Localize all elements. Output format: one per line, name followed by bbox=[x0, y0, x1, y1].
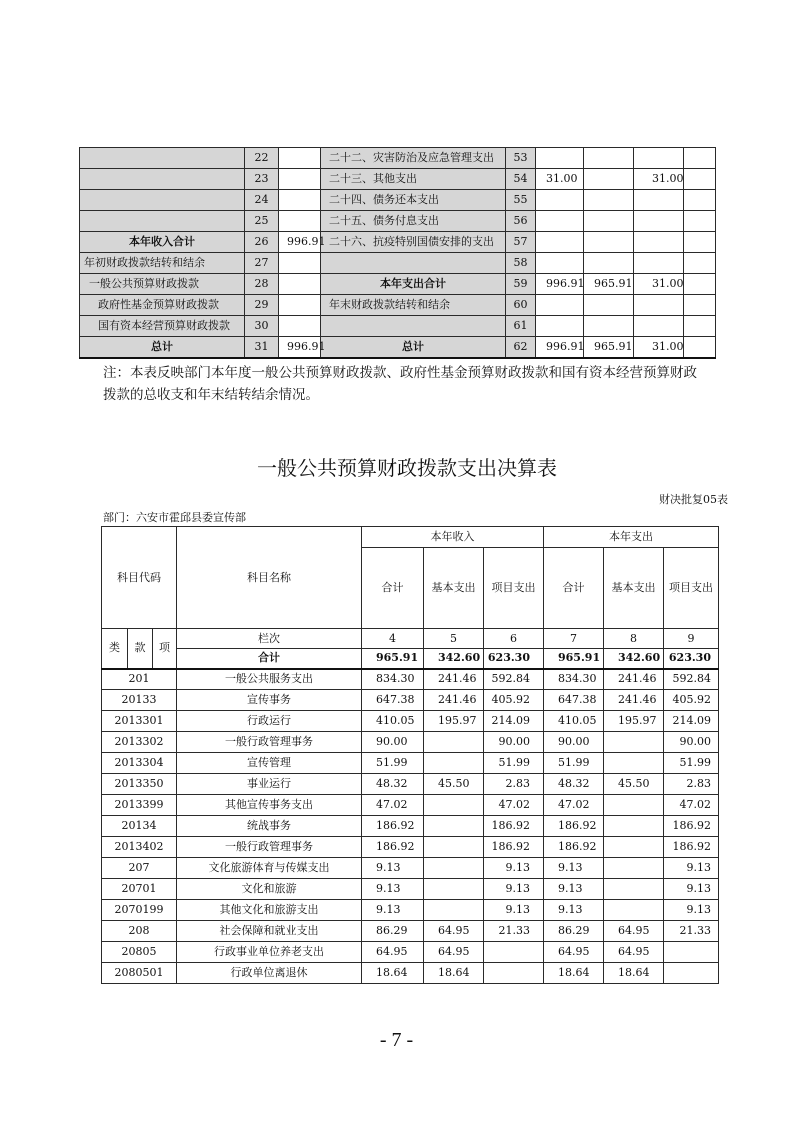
expense-basic bbox=[604, 732, 664, 753]
income-total: 186.92 bbox=[362, 816, 424, 837]
income-total: 9.13 bbox=[362, 900, 424, 921]
subject-code: 2013350 bbox=[102, 774, 177, 795]
income-total: 834.30 bbox=[362, 669, 424, 690]
summary-expense-basic: 342.60 bbox=[604, 649, 664, 669]
blank-cell bbox=[684, 316, 716, 337]
subject-code: 2013402 bbox=[102, 837, 177, 858]
income-basic: 18.64 bbox=[424, 963, 484, 984]
subject-name: 其他宣传事务支出 bbox=[177, 795, 362, 816]
income-basic bbox=[424, 837, 484, 858]
expense-project: 47.02 bbox=[664, 795, 719, 816]
expense-item-label: 二十六、抗疫特别国债安排的支出 bbox=[321, 232, 506, 253]
income-project: 186.92 bbox=[484, 837, 544, 858]
expense-amount-2 bbox=[584, 253, 634, 274]
expense-total: 186.92 bbox=[544, 816, 604, 837]
subject-name: 统战事务 bbox=[177, 816, 362, 837]
income-line-number: 28 bbox=[245, 274, 279, 295]
expense-item-label: 本年支出合计 bbox=[321, 274, 506, 295]
income-project-header: 项目支出 bbox=[484, 548, 544, 629]
income-project: 9.13 bbox=[484, 858, 544, 879]
expense-basic: 64.95 bbox=[604, 921, 664, 942]
subject-name: 事业运行 bbox=[177, 774, 362, 795]
expense-total: 86.29 bbox=[544, 921, 604, 942]
expense-total: 410.05 bbox=[544, 711, 604, 732]
expense-project: 214.09 bbox=[664, 711, 719, 732]
blank-cell bbox=[684, 274, 716, 295]
note-line-2: 拨款的总收支和年末结转结余情况。 bbox=[103, 387, 319, 403]
expense-total: 64.95 bbox=[544, 942, 604, 963]
income-line-number: 30 bbox=[245, 316, 279, 337]
header-row bbox=[102, 527, 719, 548]
expense-line-number: 57 bbox=[506, 232, 536, 253]
expense-amount-2 bbox=[584, 148, 634, 169]
subject-name: 行政运行 bbox=[177, 711, 362, 732]
expense-line-number: 59 bbox=[506, 274, 536, 295]
income-total: 186.92 bbox=[362, 837, 424, 858]
table-row bbox=[102, 795, 719, 816]
summary-income-basic: 342.60 bbox=[424, 649, 484, 669]
subject-code: 2013399 bbox=[102, 795, 177, 816]
expense-amount-3 bbox=[634, 148, 684, 169]
income-line-number: 24 bbox=[245, 190, 279, 211]
income-basic bbox=[424, 879, 484, 900]
subject-name: 行政单位离退休 bbox=[177, 963, 362, 984]
expense-item-label: 二十五、债务付息支出 bbox=[321, 211, 506, 232]
expense-total: 48.32 bbox=[544, 774, 604, 795]
summary-total-row bbox=[102, 649, 719, 669]
category-header: 类 bbox=[102, 629, 128, 669]
income-basic: 64.95 bbox=[424, 942, 484, 963]
subject-name: 文化和旅游 bbox=[177, 879, 362, 900]
blank-cell bbox=[684, 211, 716, 232]
blank-cell bbox=[684, 169, 716, 190]
summary-row bbox=[80, 148, 716, 169]
income-item-label bbox=[80, 211, 245, 232]
summary-row bbox=[80, 169, 716, 190]
expense-line-number: 56 bbox=[506, 211, 536, 232]
income-line-number: 25 bbox=[245, 211, 279, 232]
subject-code: 2013302 bbox=[102, 732, 177, 753]
expense-basic bbox=[604, 900, 664, 921]
expense-line-number: 54 bbox=[506, 169, 536, 190]
column-number: 5 bbox=[424, 629, 484, 649]
income-total: 9.13 bbox=[362, 858, 424, 879]
expense-total: 834.30 bbox=[544, 669, 604, 690]
income-project: 90.00 bbox=[484, 732, 544, 753]
expense-line-number: 61 bbox=[506, 316, 536, 337]
expense-group-header: 本年支出 bbox=[544, 527, 719, 548]
expense-amount-1 bbox=[536, 295, 584, 316]
subject-name: 宣传管理 bbox=[177, 753, 362, 774]
income-project bbox=[484, 963, 544, 984]
income-amount bbox=[279, 169, 321, 190]
income-project: 2.83 bbox=[484, 774, 544, 795]
expense-amount-1: 996.91 bbox=[536, 337, 584, 358]
expense-total: 186.92 bbox=[544, 837, 604, 858]
expense-total-header: 合计 bbox=[544, 548, 604, 629]
expense-amount-1 bbox=[536, 211, 584, 232]
column-label: 栏次 bbox=[177, 629, 362, 649]
income-amount bbox=[279, 253, 321, 274]
income-total: 90.00 bbox=[362, 732, 424, 753]
table-row bbox=[102, 963, 719, 984]
subject-code: 201 bbox=[102, 669, 177, 690]
summary-row bbox=[80, 232, 716, 253]
table-row bbox=[102, 732, 719, 753]
expense-amount-1 bbox=[536, 316, 584, 337]
page-number: - 7 - bbox=[379, 1029, 414, 1051]
income-project: 9.13 bbox=[484, 900, 544, 921]
expense-amount-2 bbox=[584, 232, 634, 253]
income-total: 647.38 bbox=[362, 690, 424, 711]
expense-basic bbox=[604, 795, 664, 816]
expense-table-body bbox=[102, 527, 719, 984]
summary-label: 合计 bbox=[177, 649, 362, 669]
column-number: 6 bbox=[484, 629, 544, 649]
blank-cell bbox=[684, 337, 716, 358]
income-project: 9.13 bbox=[484, 879, 544, 900]
expense-amount-2 bbox=[584, 190, 634, 211]
page-title: 一般公共预算财政拨款支出决算表 bbox=[257, 456, 557, 480]
expense-project: 186.92 bbox=[664, 816, 719, 837]
section-header: 款 bbox=[128, 629, 153, 669]
summary-income-project: 623.30 bbox=[484, 649, 544, 669]
subject-name: 一般行政管理事务 bbox=[177, 837, 362, 858]
subject-name: 宣传事务 bbox=[177, 690, 362, 711]
expense-table bbox=[101, 526, 719, 984]
expense-project bbox=[664, 942, 719, 963]
expense-total: 90.00 bbox=[544, 732, 604, 753]
summary-expense-project: 623.30 bbox=[664, 649, 719, 669]
expense-item-label: 二十三、其他支出 bbox=[321, 169, 506, 190]
expense-basic: 64.95 bbox=[604, 942, 664, 963]
table-row bbox=[102, 858, 719, 879]
expense-amount-1: 996.91 bbox=[536, 274, 584, 295]
table-row bbox=[102, 690, 719, 711]
income-line-number: 27 bbox=[245, 253, 279, 274]
income-amount: 996.91 bbox=[279, 337, 321, 358]
income-item-label: 总计 bbox=[80, 337, 245, 358]
subject-code: 207 bbox=[102, 858, 177, 879]
expense-basic bbox=[604, 816, 664, 837]
income-amount bbox=[279, 211, 321, 232]
income-amount bbox=[279, 190, 321, 211]
income-basic: 195.97 bbox=[424, 711, 484, 732]
column-number: 7 bbox=[544, 629, 604, 649]
expense-amount-1 bbox=[536, 190, 584, 211]
summary-row bbox=[80, 274, 716, 295]
expense-project: 51.99 bbox=[664, 753, 719, 774]
blank-cell bbox=[684, 232, 716, 253]
subject-name: 文化旅游体育与传媒支出 bbox=[177, 858, 362, 879]
form-code: 财决批复05表 bbox=[659, 493, 728, 506]
expense-amount-3 bbox=[634, 253, 684, 274]
expense-amount-2 bbox=[584, 316, 634, 337]
income-basic bbox=[424, 858, 484, 879]
income-total: 18.64 bbox=[362, 963, 424, 984]
expense-item-label: 总计 bbox=[321, 337, 506, 358]
blank-cell bbox=[684, 295, 716, 316]
income-line-number: 29 bbox=[245, 295, 279, 316]
expense-amount-2: 965.91 bbox=[584, 274, 634, 295]
expense-line-number: 58 bbox=[506, 253, 536, 274]
expense-amount-2 bbox=[584, 211, 634, 232]
expense-line-number: 53 bbox=[506, 148, 536, 169]
blank-cell bbox=[684, 253, 716, 274]
income-amount bbox=[279, 148, 321, 169]
income-basic bbox=[424, 795, 484, 816]
table-row bbox=[102, 774, 719, 795]
summary-row bbox=[80, 253, 716, 274]
expense-basic bbox=[604, 858, 664, 879]
income-line-number: 22 bbox=[245, 148, 279, 169]
expense-total: 9.13 bbox=[544, 858, 604, 879]
income-total-header: 合计 bbox=[362, 548, 424, 629]
table-row bbox=[102, 816, 719, 837]
expense-basic bbox=[604, 753, 664, 774]
summary-row bbox=[80, 337, 716, 358]
expense-total: 18.64 bbox=[544, 963, 604, 984]
expense-basic: 195.97 bbox=[604, 711, 664, 732]
expense-project: 592.84 bbox=[664, 669, 719, 690]
income-basic bbox=[424, 732, 484, 753]
income-group-header: 本年收入 bbox=[362, 527, 544, 548]
table-note bbox=[103, 362, 743, 406]
income-basic bbox=[424, 753, 484, 774]
expense-basic: 241.46 bbox=[604, 669, 664, 690]
subject-name-header: 科目名称 bbox=[177, 527, 362, 629]
blank-cell bbox=[684, 148, 716, 169]
expense-total: 647.38 bbox=[544, 690, 604, 711]
expense-amount-2 bbox=[584, 295, 634, 316]
expense-project: 2.83 bbox=[664, 774, 719, 795]
expense-total: 51.99 bbox=[544, 753, 604, 774]
income-project: 47.02 bbox=[484, 795, 544, 816]
expense-project: 9.13 bbox=[664, 900, 719, 921]
income-basic: 241.46 bbox=[424, 669, 484, 690]
expense-project: 21.33 bbox=[664, 921, 719, 942]
expense-item-label bbox=[321, 316, 506, 337]
subject-name: 行政事业单位养老支出 bbox=[177, 942, 362, 963]
expense-project: 405.92 bbox=[664, 690, 719, 711]
table-row bbox=[102, 837, 719, 858]
summary-row bbox=[80, 295, 716, 316]
income-basic: 45.50 bbox=[424, 774, 484, 795]
expense-amount-3: 31.00 bbox=[634, 337, 684, 358]
summary-income-total: 965.91 bbox=[362, 649, 424, 669]
expense-amount-2 bbox=[584, 169, 634, 190]
expense-item-label: 二十二、灾害防治及应急管理支出 bbox=[321, 148, 506, 169]
income-item-label bbox=[80, 148, 245, 169]
income-line-number: 23 bbox=[245, 169, 279, 190]
expense-amount-3 bbox=[634, 190, 684, 211]
income-project: 592.84 bbox=[484, 669, 544, 690]
expense-line-number: 60 bbox=[506, 295, 536, 316]
subject-code: 20701 bbox=[102, 879, 177, 900]
subject-code: 20134 bbox=[102, 816, 177, 837]
income-project: 405.92 bbox=[484, 690, 544, 711]
column-number: 9 bbox=[664, 629, 719, 649]
income-basic bbox=[424, 900, 484, 921]
income-basic-header: 基本支出 bbox=[424, 548, 484, 629]
expense-total: 9.13 bbox=[544, 879, 604, 900]
income-total: 51.99 bbox=[362, 753, 424, 774]
expense-line-number: 62 bbox=[506, 337, 536, 358]
expense-project: 9.13 bbox=[664, 879, 719, 900]
expense-project-header: 项目支出 bbox=[664, 548, 719, 629]
income-project bbox=[484, 942, 544, 963]
income-item-label: 国有资本经营预算财政拨款 bbox=[80, 316, 245, 337]
expense-amount-2: 965.91 bbox=[584, 337, 634, 358]
column-number-row bbox=[102, 629, 719, 649]
subject-code: 2013301 bbox=[102, 711, 177, 732]
income-total: 47.02 bbox=[362, 795, 424, 816]
subject-name: 一般行政管理事务 bbox=[177, 732, 362, 753]
income-total: 48.32 bbox=[362, 774, 424, 795]
income-item-label: 政府性基金预算财政拨款 bbox=[80, 295, 245, 316]
income-total: 9.13 bbox=[362, 879, 424, 900]
income-project: 214.09 bbox=[484, 711, 544, 732]
expense-amount-1 bbox=[536, 253, 584, 274]
expense-amount-3 bbox=[634, 232, 684, 253]
expense-basic bbox=[604, 879, 664, 900]
item-header: 项 bbox=[153, 629, 177, 669]
expense-amount-1: 31.00 bbox=[536, 169, 584, 190]
subject-name: 其他文化和旅游支出 bbox=[177, 900, 362, 921]
income-total: 86.29 bbox=[362, 921, 424, 942]
income-project: 51.99 bbox=[484, 753, 544, 774]
income-line-number: 31 bbox=[245, 337, 279, 358]
income-project: 21.33 bbox=[484, 921, 544, 942]
summary-row bbox=[80, 190, 716, 211]
income-amount: 996.91 bbox=[279, 232, 321, 253]
income-basic: 64.95 bbox=[424, 921, 484, 942]
note-line-1: 注：本表反映部门本年度一般公共预算财政拨款、政府性基金预算财政拨款和国有资本经营预算财政 bbox=[103, 365, 697, 381]
income-item-label: 本年收入合计 bbox=[80, 232, 245, 253]
income-amount bbox=[279, 316, 321, 337]
revenue-expenditure-summary-table bbox=[79, 147, 716, 359]
expense-basic: 241.46 bbox=[604, 690, 664, 711]
column-number: 8 bbox=[604, 629, 664, 649]
expense-project: 9.13 bbox=[664, 858, 719, 879]
expense-amount-1 bbox=[536, 148, 584, 169]
expense-total: 47.02 bbox=[544, 795, 604, 816]
summary-row bbox=[80, 211, 716, 232]
subject-code: 2013304 bbox=[102, 753, 177, 774]
income-item-label: 一般公共预算财政拨款 bbox=[80, 274, 245, 295]
subject-code: 20133 bbox=[102, 690, 177, 711]
expense-item-label: 二十四、债务还本支出 bbox=[321, 190, 506, 211]
expense-project bbox=[664, 963, 719, 984]
summary-row bbox=[80, 316, 716, 337]
income-total: 410.05 bbox=[362, 711, 424, 732]
table-row bbox=[102, 711, 719, 732]
income-line-number: 26 bbox=[245, 232, 279, 253]
expense-amount-3: 31.00 bbox=[634, 169, 684, 190]
table-row bbox=[102, 921, 719, 942]
subject-code: 2080501 bbox=[102, 963, 177, 984]
subject-name: 一般公共服务支出 bbox=[177, 669, 362, 690]
table-row bbox=[102, 669, 719, 690]
expense-amount-3: 31.00 bbox=[634, 274, 684, 295]
expense-basic: 45.50 bbox=[604, 774, 664, 795]
subject-name: 社会保障和就业支出 bbox=[177, 921, 362, 942]
summary-expense-total: 965.91 bbox=[544, 649, 604, 669]
expense-project: 186.92 bbox=[664, 837, 719, 858]
department-label: 部门：六安市霍邱县委宣传部 bbox=[103, 511, 246, 524]
expense-basic bbox=[604, 837, 664, 858]
table-row bbox=[102, 879, 719, 900]
income-item-label: 年初财政拨款结转和结余 bbox=[80, 253, 245, 274]
subject-code: 208 bbox=[102, 921, 177, 942]
expense-line-number: 55 bbox=[506, 190, 536, 211]
table-row bbox=[102, 900, 719, 921]
income-total: 64.95 bbox=[362, 942, 424, 963]
subject-code-header: 科目代码 bbox=[102, 527, 177, 629]
subject-code: 20805 bbox=[102, 942, 177, 963]
expense-project: 90.00 bbox=[664, 732, 719, 753]
expense-basic: 18.64 bbox=[604, 963, 664, 984]
income-item-label bbox=[80, 169, 245, 190]
summary-table-body bbox=[80, 148, 716, 358]
column-number: 4 bbox=[362, 629, 424, 649]
income-basic: 241.46 bbox=[424, 690, 484, 711]
expense-amount-3 bbox=[634, 316, 684, 337]
expense-total: 9.13 bbox=[544, 900, 604, 921]
income-amount bbox=[279, 295, 321, 316]
expense-amount-3 bbox=[634, 295, 684, 316]
income-basic bbox=[424, 816, 484, 837]
expense-item-label: 年末财政拨款结转和结余 bbox=[321, 295, 506, 316]
subject-code: 2070199 bbox=[102, 900, 177, 921]
table-row bbox=[102, 942, 719, 963]
expense-item-label bbox=[321, 253, 506, 274]
income-item-label bbox=[80, 190, 245, 211]
table-row bbox=[102, 753, 719, 774]
expense-basic-header: 基本支出 bbox=[604, 548, 664, 629]
blank-cell bbox=[684, 190, 716, 211]
expense-amount-1 bbox=[536, 232, 584, 253]
income-amount bbox=[279, 274, 321, 295]
income-project: 186.92 bbox=[484, 816, 544, 837]
expense-amount-3 bbox=[634, 211, 684, 232]
